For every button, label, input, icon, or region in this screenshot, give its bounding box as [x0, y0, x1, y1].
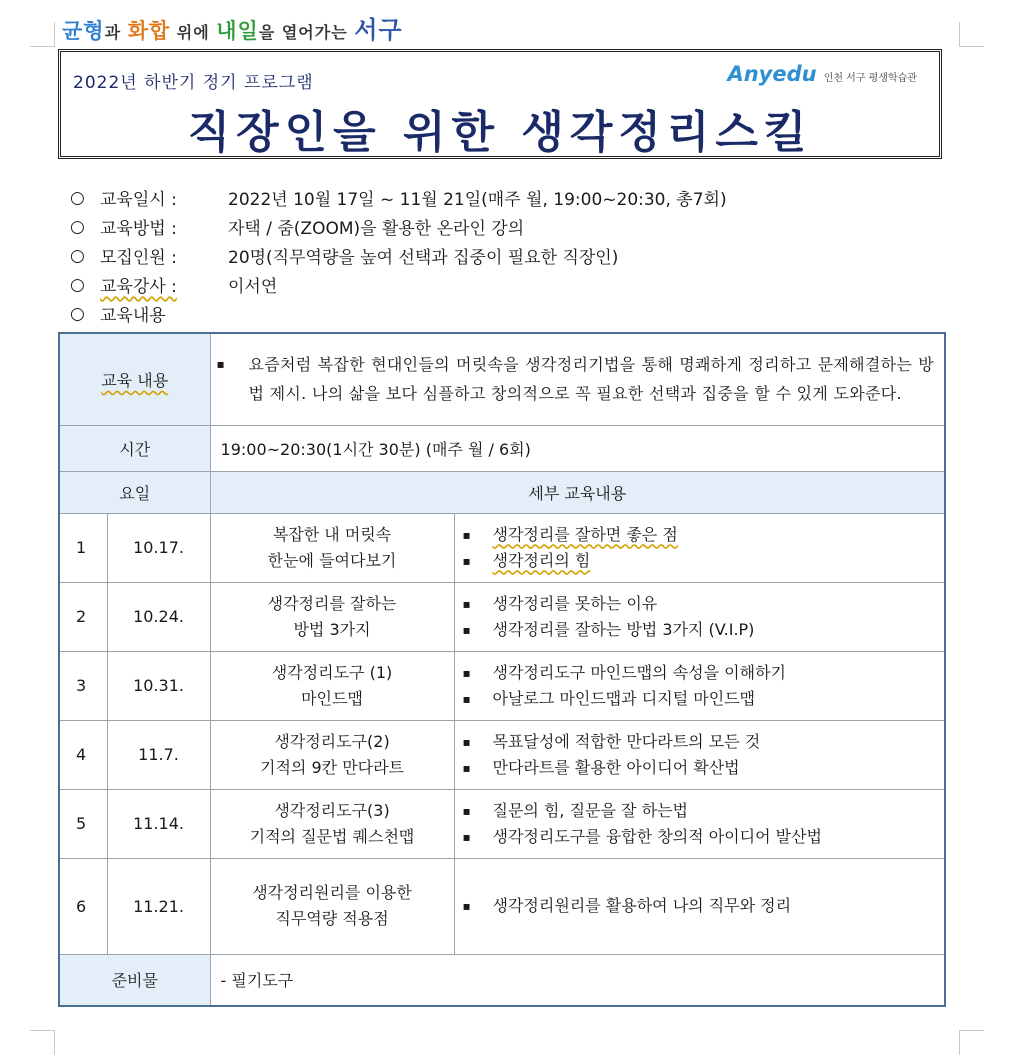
session-topic-line: 마인드맵 — [301, 688, 363, 708]
list-item — [463, 617, 945, 643]
detail-text: 아날로그 마인드맵과 디지털 마인드맵 — [492, 688, 756, 708]
list-item — [463, 824, 945, 850]
list-item — [463, 729, 945, 755]
session-topic-line: 생각정리원리를 이용한 — [252, 883, 412, 902]
session-topic — [210, 651, 454, 720]
intro-text-cell — [210, 333, 945, 425]
session-details — [454, 789, 945, 858]
circle-bullet-icon: ○ — [70, 245, 85, 266]
detail-text: 만다라트를 활용한 아이디어 확산법 — [492, 757, 740, 777]
day-header: 요일 — [59, 471, 210, 513]
logo-org: 인천 서구 평생학습관 — [823, 73, 917, 84]
list-item — [463, 686, 945, 712]
list-item — [463, 591, 945, 617]
slogan-text: 내일 — [216, 19, 259, 43]
banner-subtitle: 2022년 하반기 정기 프로그램 — [73, 73, 314, 93]
session-number: 1 — [59, 513, 107, 582]
table-row — [59, 720, 945, 789]
circle-bullet-icon: ○ — [70, 187, 85, 208]
session-topic-line: 방법 3가지 — [293, 619, 371, 639]
detail-text: 목표달성에 적합한 만다라트의 모든 것 — [492, 731, 761, 751]
info-label: 교육방법 : — [100, 219, 177, 239]
intro-label-cell — [59, 333, 210, 425]
detail-text: 생각정리의 힘 — [492, 550, 591, 570]
list-item — [463, 660, 945, 686]
time-label: 시간 — [59, 425, 210, 471]
table-row — [59, 954, 945, 1006]
info-value: 2022년 10월 17일 ~ 11월 21일(매주 월, 19:00~20:30, 총7회) — [228, 190, 727, 210]
circle-bullet-icon: ○ — [70, 303, 85, 324]
detail-text: 생각정리원리를 활용하여 나의 직무와 정리 — [492, 896, 792, 915]
supplies-label: 준비물 — [59, 954, 210, 1006]
program-banner — [58, 49, 942, 159]
session-topic-line: 생각정리를 잘하는 — [267, 593, 397, 613]
session-details — [454, 651, 945, 720]
table-row — [59, 858, 945, 954]
session-number: 2 — [59, 582, 107, 651]
list-item — [463, 522, 945, 548]
session-date: 11.14. — [107, 789, 210, 858]
detail-text: 생각정리를 못하는 이유 — [492, 593, 658, 613]
table-row — [59, 333, 945, 425]
info-row — [70, 299, 950, 328]
detail-text: 생각정리를 잘하는 방법 3가지 (V.I.P) — [492, 619, 755, 639]
district-slogan — [62, 10, 403, 45]
supplies-value: - 필기도구 — [210, 954, 945, 1006]
info-value: 이서연 — [228, 277, 278, 297]
intro-text: 요즘처럼 복잡한 현대인들의 머릿속을 생각정리기법을 통해 명쾌하게 정리하고 문제해결하는 방법 제시. 나의 삶을 보다 심플하고 창의적으로 꼭 필요한 선택과 집중을 할 수 있게 도와준다. — [248, 355, 935, 404]
info-value: 20명(직무역량을 높여 선택과 집중이 필요한 직장인) — [228, 248, 619, 268]
page-corner-mark — [959, 22, 984, 47]
session-topic — [210, 720, 454, 789]
session-details — [454, 513, 945, 582]
session-topic-line: 생각정리도구(2) — [274, 731, 390, 751]
session-topic — [210, 513, 454, 582]
info-row — [70, 183, 950, 212]
session-topic — [210, 789, 454, 858]
list-item — [463, 798, 945, 824]
logo-brand: Anyedu — [727, 62, 817, 86]
session-topic-line: 한눈에 들여다보기 — [267, 550, 397, 570]
schedule-table — [58, 332, 946, 1007]
session-topic-line: 생각정리도구 (1) — [271, 662, 393, 682]
circle-bullet-icon: ○ — [70, 216, 85, 237]
info-label: 교육일시 : — [100, 190, 177, 210]
page-corner-mark — [30, 1030, 55, 1055]
detail-text: 생각정리도구 마인드맵의 속성을 이해하기 — [492, 662, 786, 682]
session-date: 11.7. — [107, 720, 210, 789]
info-row — [70, 212, 950, 241]
info-label: 교육내용 — [100, 306, 166, 326]
info-value: 자택 / 줌(ZOOM)을 활용한 온라인 강의 — [228, 219, 525, 239]
session-number: 4 — [59, 720, 107, 789]
time-value: 19:00~20:30(1시간 30분) (매주 월 / 6회) — [210, 425, 945, 471]
list-item — [463, 548, 945, 574]
info-label: 모집인원 : — [100, 248, 177, 268]
intro-label: 교육 내용 — [101, 370, 169, 390]
session-topic-line: 기적의 질문법 퀘스천맵 — [249, 826, 415, 846]
anyedu-logo — [727, 62, 917, 86]
slogan-text: 화합 — [127, 19, 171, 43]
session-number: 5 — [59, 789, 107, 858]
session-details — [454, 858, 945, 954]
session-topic-line: 직무역량 적용점 — [275, 909, 389, 928]
session-number: 3 — [59, 651, 107, 720]
page-corner-mark — [30, 22, 55, 47]
info-label: 교육강사 : — [100, 277, 177, 297]
session-details — [454, 720, 945, 789]
table-row — [59, 651, 945, 720]
table-row — [59, 425, 945, 471]
detail-header: 세부 교육내용 — [210, 471, 945, 513]
session-date: 10.24. — [107, 582, 210, 651]
session-date: 11.21. — [107, 858, 210, 954]
page-corner-mark — [959, 1030, 984, 1055]
program-info — [70, 183, 950, 328]
slogan-text: 과 — [104, 23, 128, 42]
slogan-text: 위에 — [170, 23, 217, 42]
session-topic — [210, 582, 454, 651]
session-topic — [210, 858, 454, 954]
session-number: 6 — [59, 858, 107, 954]
slogan-text: 을 열어가는 — [258, 23, 355, 42]
session-topic-line: 복잡한 내 머릿속 — [272, 524, 392, 544]
list-item — [463, 755, 945, 781]
session-topic-line: 생각정리도구(3) — [274, 800, 390, 820]
slogan-text: 균형 — [62, 19, 105, 43]
table-row — [59, 513, 945, 582]
detail-text: 생각정리를 잘하면 좋은 점 — [492, 524, 678, 544]
list-item — [463, 893, 945, 919]
circle-bullet-icon: ○ — [70, 274, 85, 295]
session-date: 10.31. — [107, 651, 210, 720]
table-row — [59, 471, 945, 513]
square-bullet-icon: ▪ — [216, 357, 225, 372]
info-row — [70, 241, 950, 270]
session-date: 10.17. — [107, 513, 210, 582]
table-row — [59, 789, 945, 858]
slogan-text: 서구 — [354, 16, 403, 44]
table-row — [59, 582, 945, 651]
session-details — [454, 582, 945, 651]
info-row — [70, 270, 950, 299]
detail-text: 질문의 힘, 질문을 잘 하는법 — [492, 800, 688, 820]
banner-title: 직장인을 위한 생각정리스킬 — [187, 107, 813, 158]
session-topic-line: 기적의 9칸 만다라트 — [260, 757, 405, 777]
detail-text: 생각정리도구를 융합한 창의적 아이디어 발산법 — [492, 826, 822, 846]
